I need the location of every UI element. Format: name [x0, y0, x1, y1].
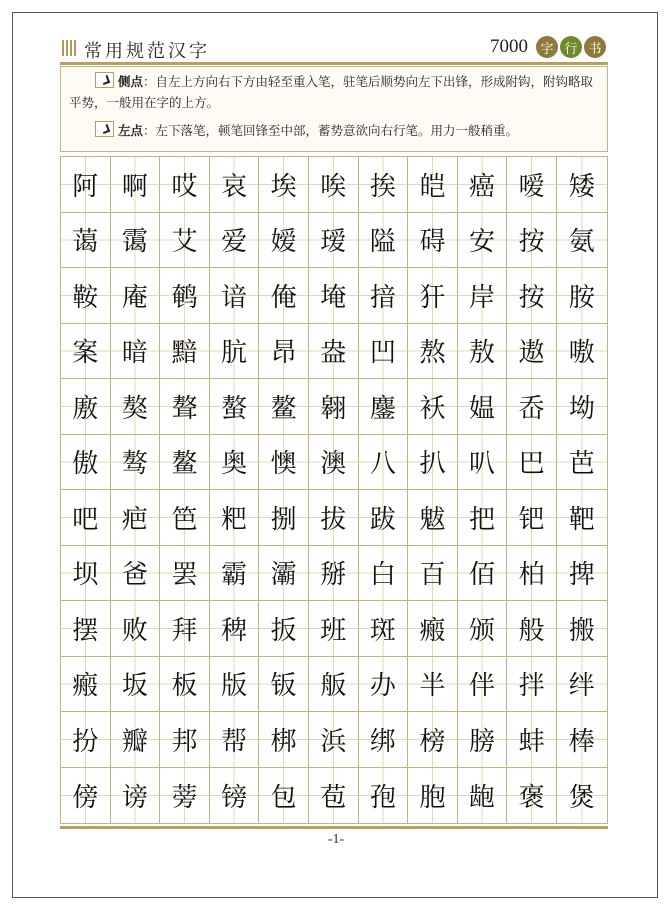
grid-row [61, 712, 607, 768]
grid-cell: 半 [408, 657, 458, 713]
grid-cell: 柏 [507, 546, 557, 602]
grid-cell: 嫒 [259, 213, 309, 269]
grid-cell: 绊 [557, 657, 607, 713]
grid-cell: 凹 [359, 324, 409, 380]
grid-cell: 哎 [160, 157, 210, 213]
grid-cell: 獒 [111, 379, 161, 435]
grid-cell: 鹌 [160, 268, 210, 324]
grid-cell: 啊 [111, 157, 161, 213]
grid-cell: 按 [507, 268, 557, 324]
grid-cell: 坳 [557, 379, 607, 435]
grid-cell: 坂 [111, 657, 161, 713]
grid-cell: 疤 [111, 490, 161, 546]
grid-cell: 败 [111, 601, 161, 657]
grid-row [61, 324, 607, 380]
grid-cell: 俺 [259, 268, 309, 324]
grid-cell: 氨 [557, 213, 607, 269]
grid-cell: 煲 [557, 768, 607, 824]
grid-cell: 岸 [458, 268, 508, 324]
grid-cell: 吧 [61, 490, 111, 546]
grid-cell: 傲 [61, 435, 111, 491]
practice-grid [60, 156, 608, 824]
grid-cell: 翱 [309, 379, 359, 435]
series-count: 7000 [490, 36, 528, 57]
grid-cell: 嗳 [507, 157, 557, 213]
stroke-description-left-dot [69, 120, 599, 141]
stroke-term: 左点 [118, 123, 144, 138]
grid-cell: 爱 [210, 213, 260, 269]
grid-cell: 昂 [259, 324, 309, 380]
grid-cell: 镑 [210, 768, 260, 824]
grid-cell: 粑 [210, 490, 260, 546]
stroke-text: ：自左上方向右下方由轻至重入笔，驻笔后顺势向左下出锋，形成附钩，附钩略取平势，一般用在字的上方。 [69, 74, 594, 110]
grid-row [61, 268, 607, 324]
grid-cell: 廒 [61, 379, 111, 435]
grid-row [61, 157, 607, 213]
series-label [490, 36, 606, 58]
grid-cell: 聱 [160, 379, 210, 435]
grid-cell: 谙 [210, 268, 260, 324]
grid-cell: 瘢 [408, 601, 458, 657]
grid-cell: 袄 [408, 379, 458, 435]
grid-cell: 佰 [458, 546, 508, 602]
grid-cell: 龅 [458, 768, 508, 824]
grid-row [61, 768, 607, 824]
decorative-stripes-icon [62, 40, 78, 56]
grid-cell: 伴 [458, 657, 508, 713]
grid-cell: 霸 [210, 546, 260, 602]
grid-cell: 蚌 [507, 712, 557, 768]
grid-cell: 掰 [309, 546, 359, 602]
grid-cell: 摆 [61, 601, 111, 657]
grid-cell: 瑷 [309, 213, 359, 269]
grid-cell: 邦 [160, 712, 210, 768]
grid-cell: 扳 [259, 601, 309, 657]
grid-cell: 哀 [210, 157, 260, 213]
side-dot-stroke-icon [95, 72, 114, 88]
grid-row [61, 490, 607, 546]
bottom-rule [60, 826, 608, 829]
stroke-intro-box [60, 66, 608, 152]
grid-cell: 芭 [557, 435, 607, 491]
grid-cell: 般 [507, 601, 557, 657]
grid-cell: 谤 [111, 768, 161, 824]
grid-cell: 安 [458, 213, 508, 269]
grid-cell: 魃 [408, 490, 458, 546]
grid-cell: 颁 [458, 601, 508, 657]
grid-row [61, 213, 607, 269]
grid-cell: 包 [259, 768, 309, 824]
grid-row [61, 546, 607, 602]
grid-cell: 遨 [507, 324, 557, 380]
grid-cell: 梆 [259, 712, 309, 768]
grid-cell: 棒 [557, 712, 607, 768]
grid-cell: 癌 [458, 157, 508, 213]
grid-cell: 捭 [557, 546, 607, 602]
grid-row [61, 657, 607, 713]
grid-cell: 澳 [309, 435, 359, 491]
grid-cell: 钯 [507, 490, 557, 546]
grid-cell: 敖 [458, 324, 508, 380]
seal-xing: 行 [560, 36, 582, 58]
grid-cell: 拔 [309, 490, 359, 546]
grid-cell: 霭 [111, 213, 161, 269]
grid-cell: 鳌 [160, 435, 210, 491]
grid-cell: 媪 [458, 379, 508, 435]
seal-zi: 字 [536, 36, 558, 58]
grid-cell: 埃 [259, 157, 309, 213]
grid-cell: 胞 [408, 768, 458, 824]
page-header [60, 36, 608, 65]
grid-cell: 跋 [359, 490, 409, 546]
stroke-text: ：左下落笔，顿笔回锋至中部，蓄势意欲向右行笔。用力一般稍重。 [143, 123, 519, 138]
grid-cell: 拜 [160, 601, 210, 657]
grid-cell: 唉 [309, 157, 359, 213]
grid-cell: 艾 [160, 213, 210, 269]
grid-cell: 盎 [309, 324, 359, 380]
grid-cell: 庵 [111, 268, 161, 324]
grid-cell: 膀 [458, 712, 508, 768]
grid-cell: 孢 [359, 768, 409, 824]
grid-cell: 叭 [458, 435, 508, 491]
grid-cell: 碍 [408, 213, 458, 269]
grid-cell: 扮 [61, 712, 111, 768]
grid-cell: 钣 [259, 657, 309, 713]
grid-cell: 灞 [259, 546, 309, 602]
grid-cell: 罢 [160, 546, 210, 602]
grid-row [61, 435, 607, 491]
grid-cell: 白 [359, 546, 409, 602]
grid-cell: 傍 [61, 768, 111, 824]
grid-cell: 瘢 [61, 657, 111, 713]
grid-cell: 把 [458, 490, 508, 546]
grid-cell: 班 [309, 601, 359, 657]
grid-cell: 浜 [309, 712, 359, 768]
grid-cell: 坝 [61, 546, 111, 602]
grid-cell: 骜 [111, 435, 161, 491]
grid-cell: 百 [408, 546, 458, 602]
stroke-description-side-dot [69, 71, 599, 113]
grid-cell: 斑 [359, 601, 409, 657]
grid-cell: 拌 [507, 657, 557, 713]
seal-shu: 书 [584, 36, 606, 58]
grid-cell: 懊 [259, 435, 309, 491]
grid-cell: 肮 [210, 324, 260, 380]
grid-cell: 搬 [557, 601, 607, 657]
grid-cell: 嗷 [557, 324, 607, 380]
grid-cell: 瓣 [111, 712, 161, 768]
grid-cell: 舨 [309, 657, 359, 713]
grid-cell: 捌 [259, 490, 309, 546]
grid-cell: 挨 [359, 157, 409, 213]
grid-row [61, 379, 607, 435]
grid-cell: 帮 [210, 712, 260, 768]
grid-cell: 皑 [408, 157, 458, 213]
grid-cell: 阿 [61, 157, 111, 213]
grid-cell: 苞 [309, 768, 359, 824]
grid-cell: 案 [61, 324, 111, 380]
grid-cell: 蒡 [160, 768, 210, 824]
grid-cell: 犴 [408, 268, 458, 324]
grid-cell: 矮 [557, 157, 607, 213]
grid-cell: 埯 [309, 268, 359, 324]
grid-cell: 爸 [111, 546, 161, 602]
book-title: 常用规范汉字 [84, 41, 210, 62]
grid-cell: 版 [210, 657, 260, 713]
grid-row [61, 601, 607, 657]
grid-cell: 板 [160, 657, 210, 713]
grid-cell: 胺 [557, 268, 607, 324]
grid-cell: 八 [359, 435, 409, 491]
grid-cell: 笆 [160, 490, 210, 546]
grid-cell: 揞 [359, 268, 409, 324]
grid-cell: 黯 [160, 324, 210, 380]
grid-cell: 巴 [507, 435, 557, 491]
grid-cell: 岙 [507, 379, 557, 435]
grid-cell: 办 [359, 657, 409, 713]
grid-cell: 扒 [408, 435, 458, 491]
grid-cell: 稗 [210, 601, 260, 657]
page-number: -1- [327, 832, 345, 847]
grid-cell: 隘 [359, 213, 409, 269]
grid-cell: 熬 [408, 324, 458, 380]
stroke-term: 侧点 [118, 74, 144, 89]
grid-cell: 按 [507, 213, 557, 269]
grid-cell: 螯 [210, 379, 260, 435]
grid-cell: 鳌 [259, 379, 309, 435]
grid-cell: 绑 [359, 712, 409, 768]
grid-cell: 榜 [408, 712, 458, 768]
grid-cell: 鞍 [61, 268, 111, 324]
grid-cell: 靶 [557, 490, 607, 546]
left-dot-stroke-icon [95, 121, 114, 137]
grid-cell: 暗 [111, 324, 161, 380]
grid-cell: 奥 [210, 435, 260, 491]
grid-cell: 鏖 [359, 379, 409, 435]
grid-cell: 褒 [507, 768, 557, 824]
grid-cell: 蔼 [61, 213, 111, 269]
